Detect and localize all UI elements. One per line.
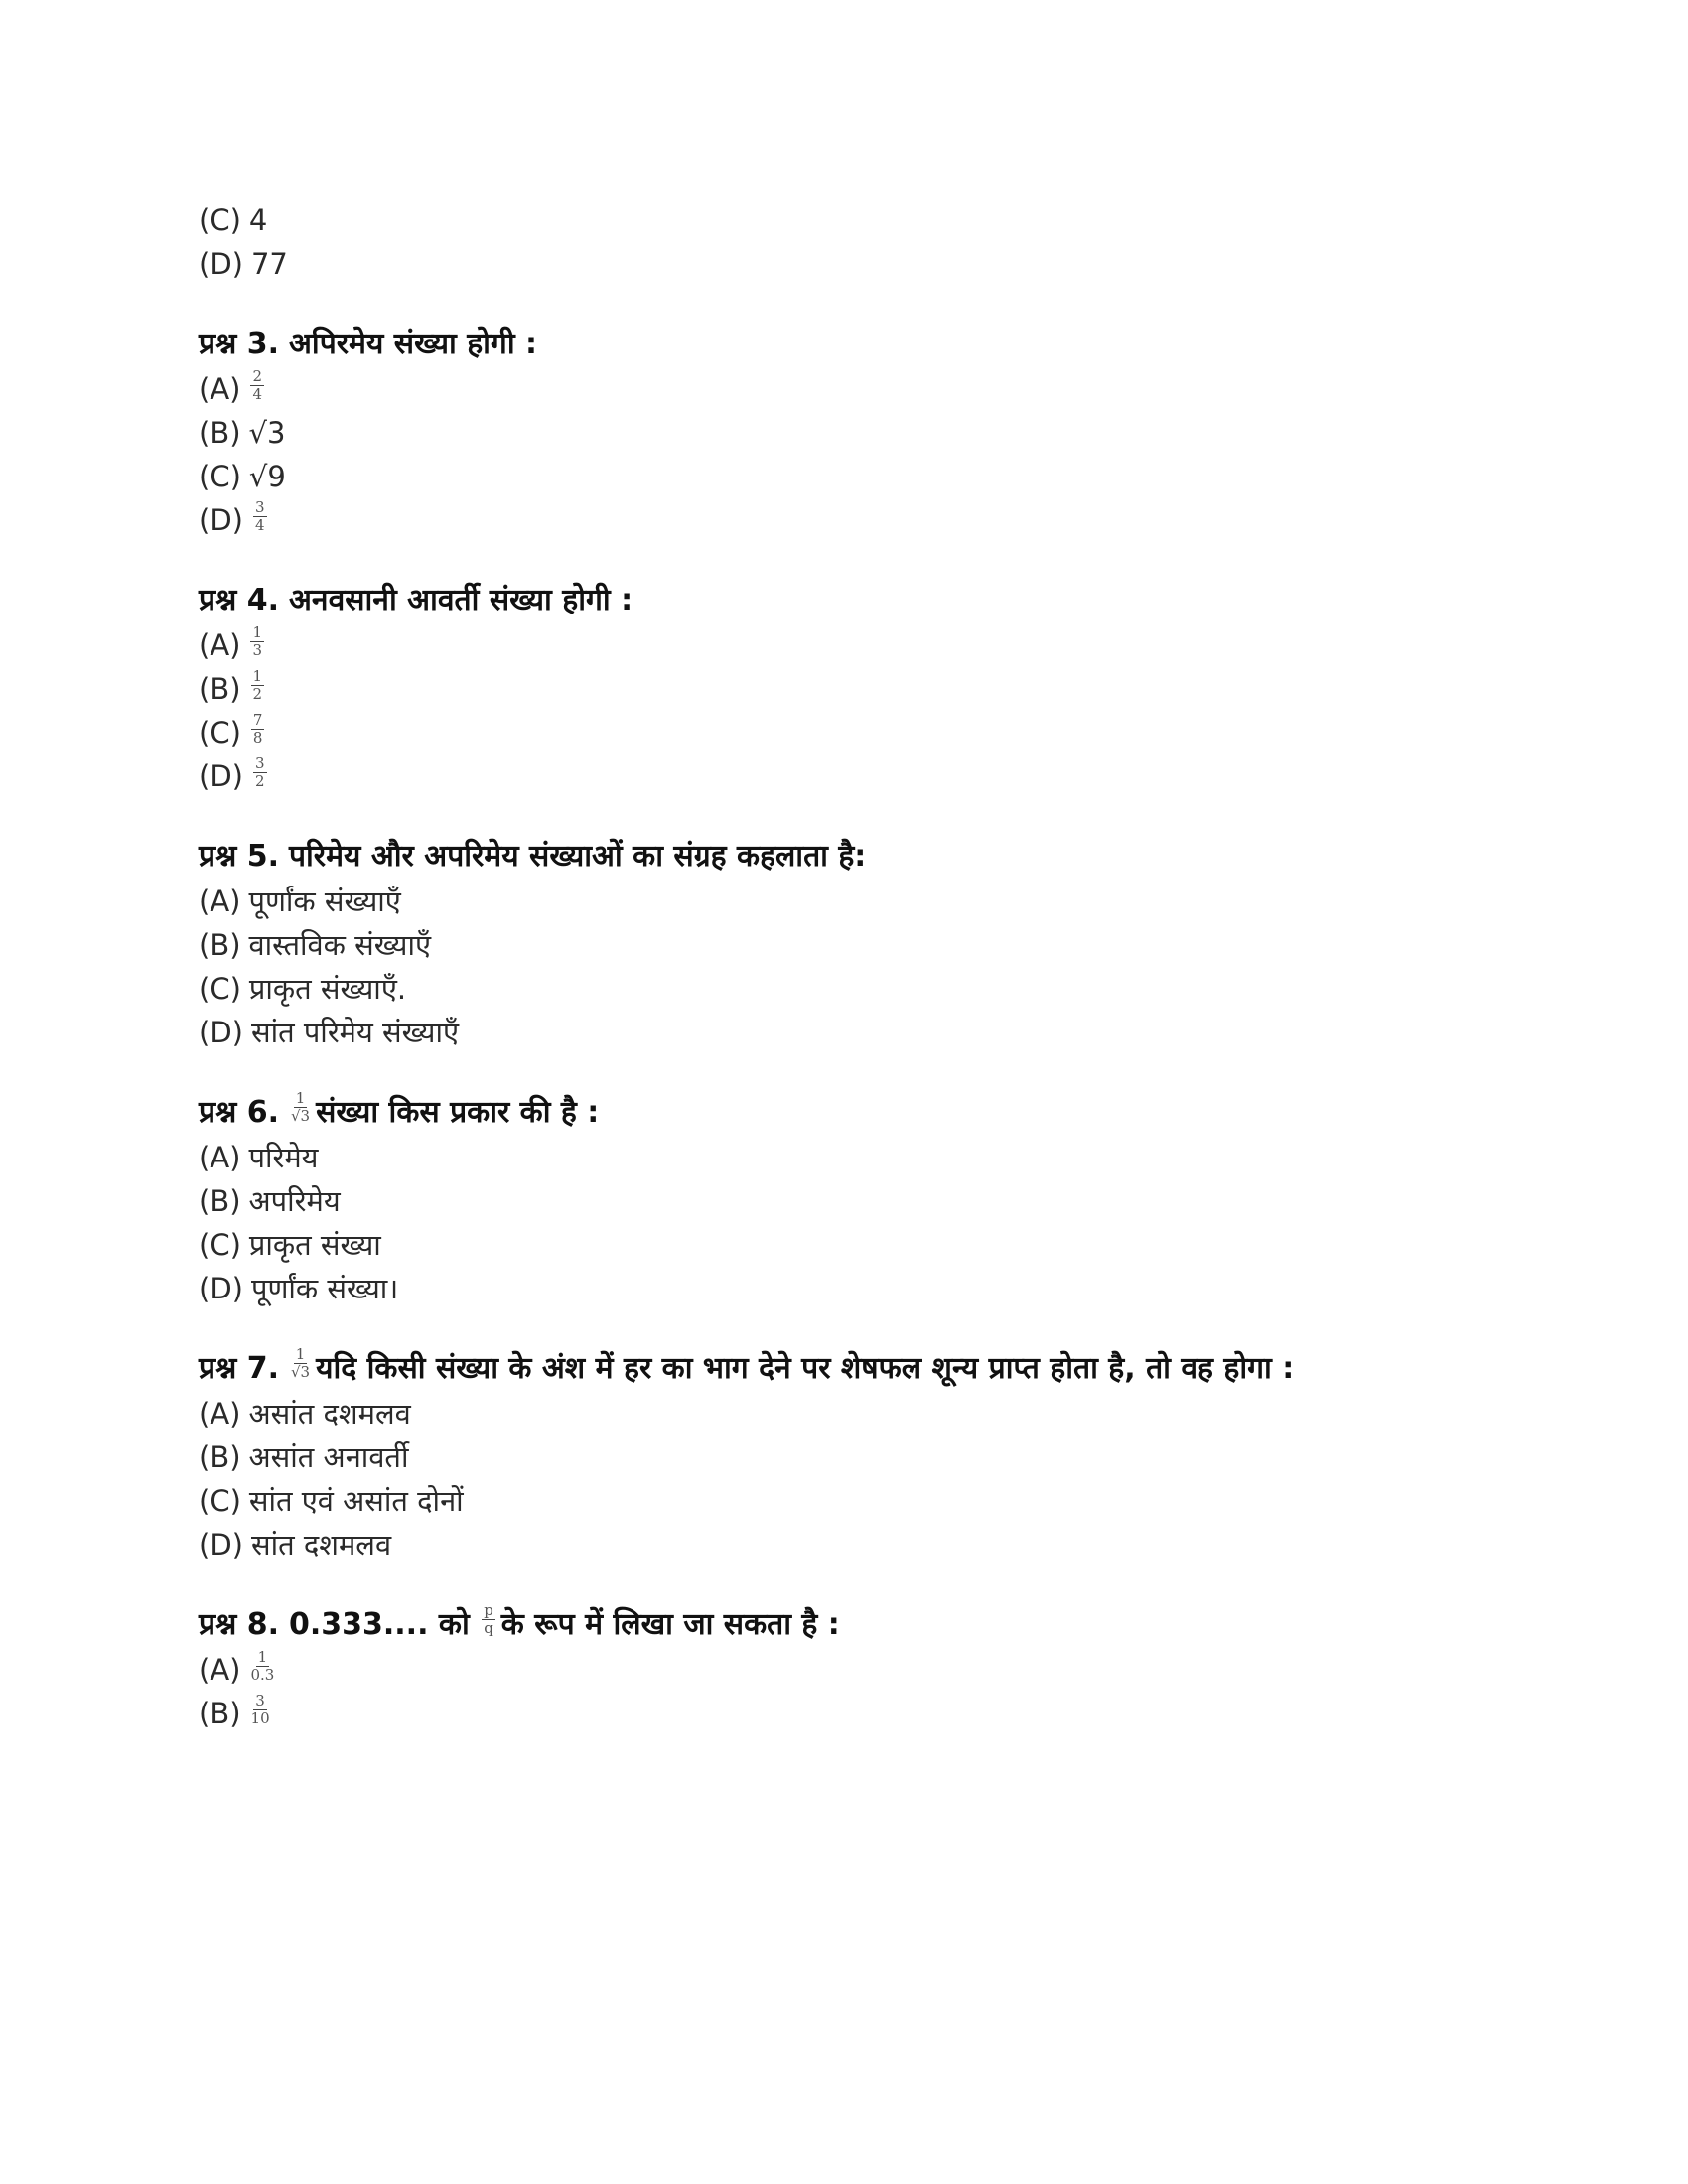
question-title: प्रश्न 8. 0.333.... को $\frac{p}{q}$ के रूप में लिखा जा सकता है : [199,1601,840,1642]
question-title: प्रश्न 5. परिमेय और अपरिमेय संख्याओं का संग्रह कहलाता है: [199,839,867,874]
question-8 [199,1602,1450,1735]
fraction: $\frac{1}{3}$ [252,622,263,659]
option-b: (B) $\frac{1}{2}$ [199,666,263,706]
fraction: $\frac{3}{2}$ [254,753,265,790]
option-b: (B) असांत अनावर्ती [199,1440,409,1474]
option-a: (A) $\frac{2}{4}$ [199,366,263,406]
carryover-options [199,199,1450,286]
question-title: प्रश्न 4. अनवसानी आवर्ती संख्या होगी : [199,583,633,617]
option-a: (A) $\frac{1}{0.3}$ [199,1647,275,1687]
fraction: $\frac{1}{2}$ [252,666,263,703]
option-a: (A) असांत दशमलव [199,1397,411,1431]
fraction: $\frac{3}{4}$ [254,497,265,534]
option-a: (A) परिमेय [199,1141,319,1174]
fraction: $\frac{3}{10}$ [250,1691,270,1727]
document-page [199,199,1450,1735]
option-d: (D) $\frac{3}{4}$ [199,497,265,537]
option-c: (C) प्राकृत संख्या [199,1228,381,1262]
question-title: प्रश्न 7. $\frac{1}{√3}$ यदि किसी संख्या के अंश में हर का भाग देने पर शेषफल शून्य प्राप्त होता है, तो वह होगा : [199,1345,1295,1386]
option-c: (C) सांत एवं असांत दोनों [199,1484,464,1518]
fraction: $\frac{1}{√3}$ [291,1345,311,1381]
option-a: (A) $\frac{1}{3}$ [199,622,263,662]
option-b: (B) अपरिमेय [199,1184,341,1218]
fraction: $\frac{2}{4}$ [252,366,263,403]
option-b: (B) वास्तविक संख्याएँ [199,928,432,962]
question-4 [199,578,1450,798]
fraction: $\frac{1}{√3}$ [291,1089,311,1125]
option-d: (D) $\frac{3}{2}$ [199,753,265,793]
fraction: $\frac{1}{0.3}$ [250,1647,275,1684]
option-d: (D) 77 [199,247,288,281]
option-b: (B) √3 [199,416,286,450]
option-c: (C) प्राकृत संख्याएँ. [199,972,407,1006]
option-c: (C) 4 [199,204,268,237]
option-b: (B) $\frac{3}{10}$ [199,1691,270,1730]
question-title: प्रश्न 6. $\frac{1}{√3}$ संख्या किस प्रकार की है : [199,1089,600,1130]
question-title: प्रश्न 3. अपिरमेय संख्या होगी : [199,327,538,361]
option-c: (C) $\frac{7}{8}$ [199,710,263,750]
fraction: $\frac{p}{q}$ [484,1601,493,1637]
option-d: (D) सांत परिमेय संख्याएँ [199,1016,459,1049]
fraction: $\frac{7}{8}$ [252,710,263,747]
question-5 [199,834,1450,1054]
option-a: (A) पूर्णांक संख्याएँ [199,885,401,918]
option-d: (D) पूर्णांक संख्या। [199,1272,399,1305]
question-3 [199,322,1450,542]
option-c: (C) √9 [199,460,286,493]
option-d: (D) सांत दशमलव [199,1528,392,1562]
question-6 [199,1090,1450,1310]
question-7 [199,1346,1450,1567]
